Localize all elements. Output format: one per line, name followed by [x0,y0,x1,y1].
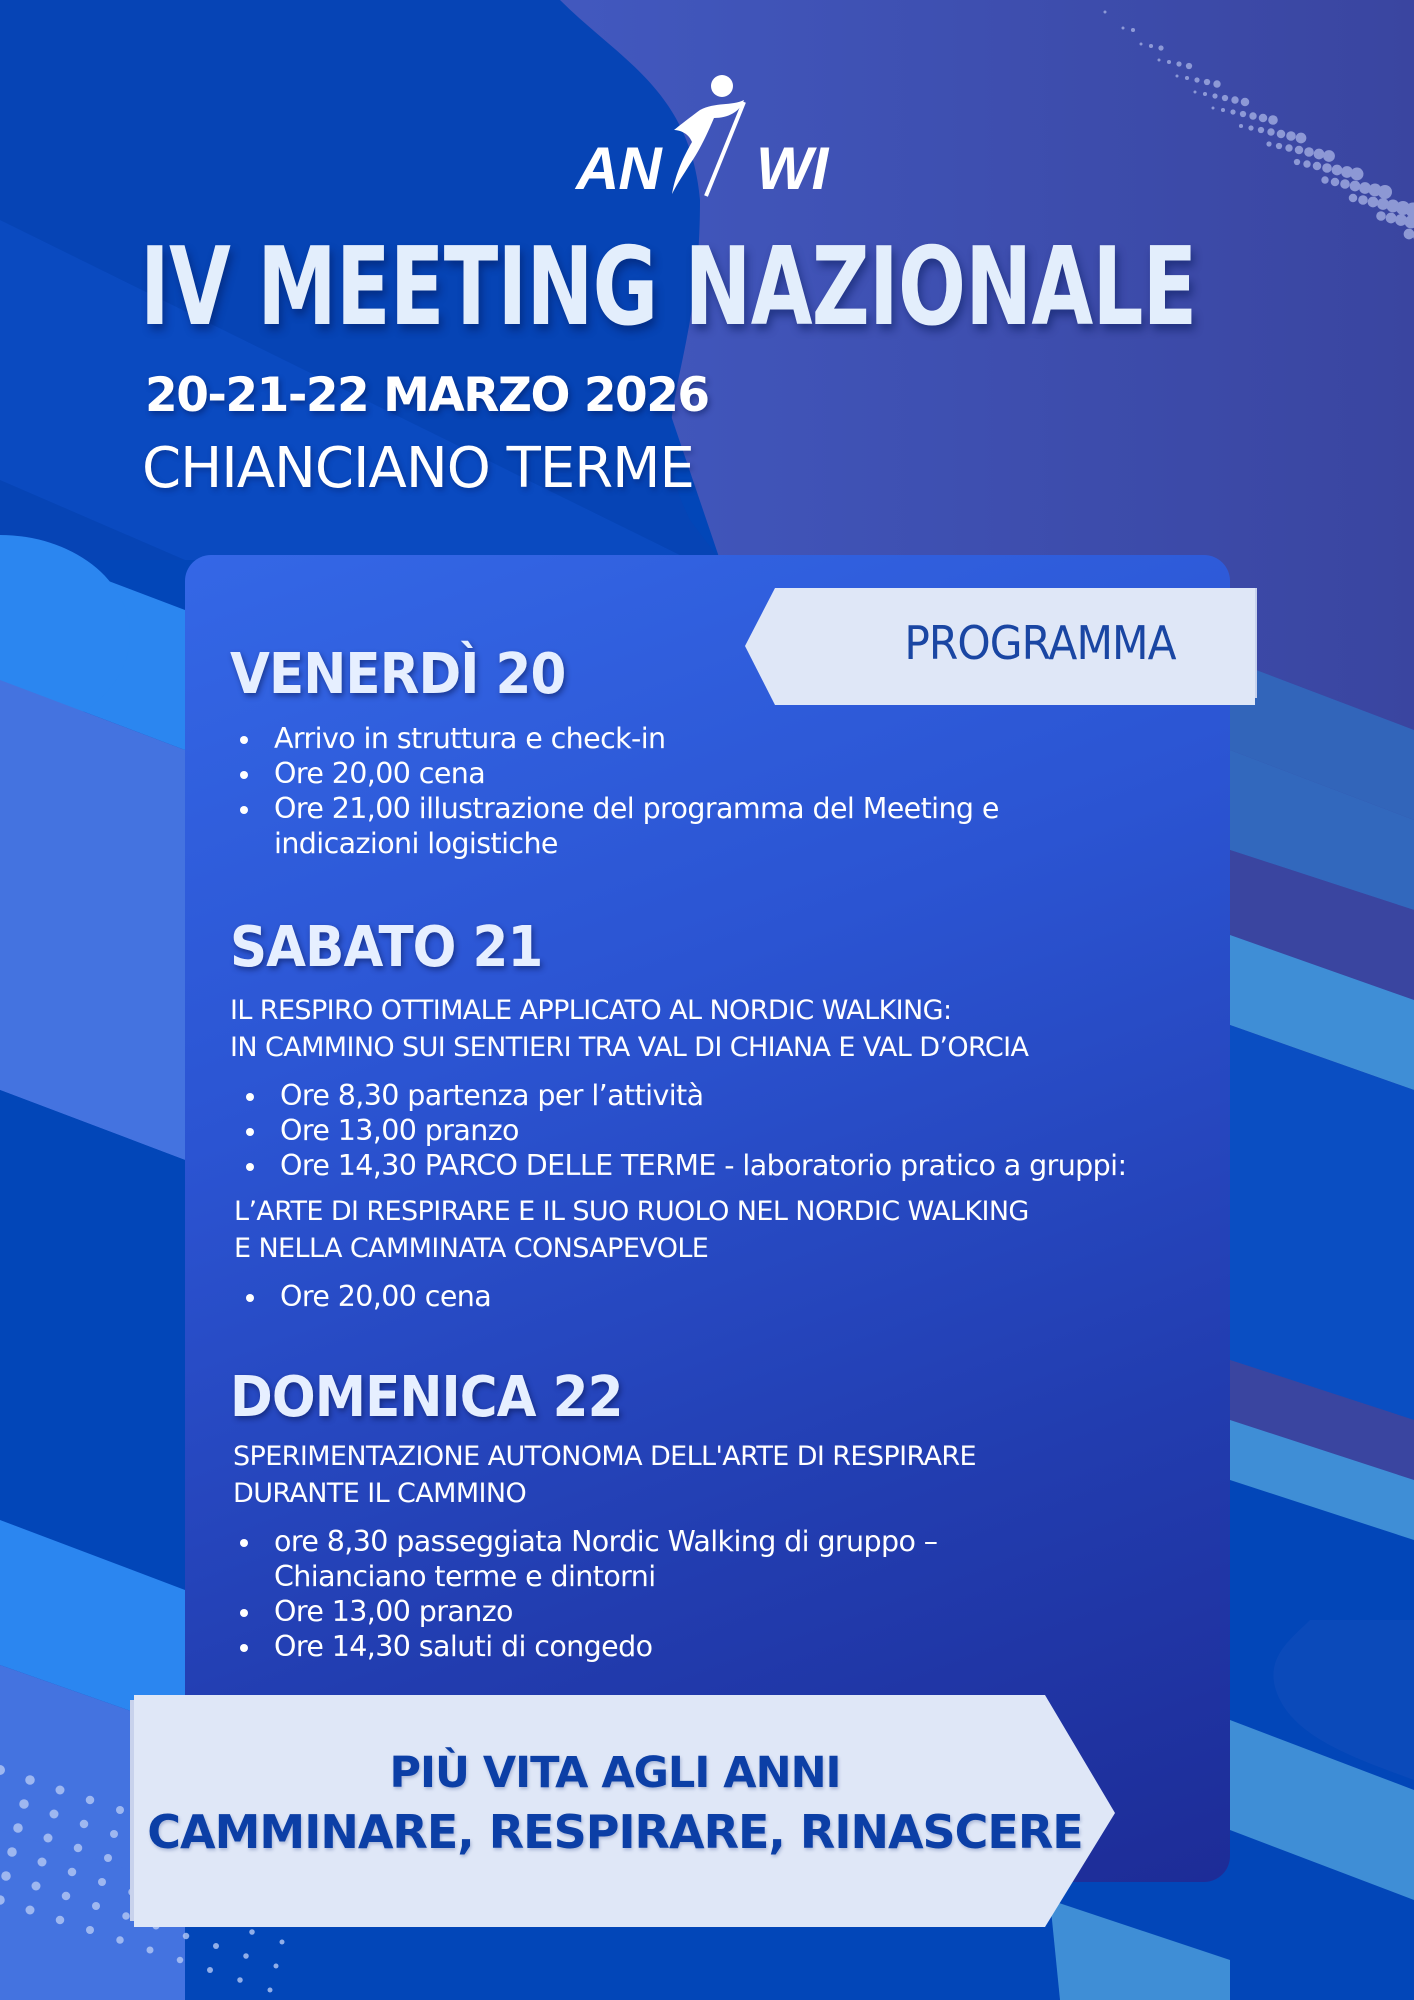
decorative-dot [1,1871,11,1881]
decorative-dot [1322,163,1332,173]
decorative-dot [1285,144,1292,151]
anwi-logo [570,72,850,202]
logo-text-left: AN [576,135,661,202]
logo-text-right: WI [756,135,828,202]
subhead-line: L’ARTE DI RESPIRARE E IL SUO RUOLO NEL NORDIC WALKING [234,1196,1029,1227]
decorative-dot [62,1892,71,1901]
decorative-dot [38,1858,47,1867]
decorative-dot [74,1844,83,1853]
decorative-dot [1314,149,1325,160]
decorative-dot [1122,27,1125,30]
decorative-dot [1268,115,1278,125]
decorative-dot [207,1967,213,1973]
subhead-line: DURANTE IL CAMMINO [233,1478,527,1509]
schedule-item: Ore 20,00 cena [232,1279,1126,1314]
decorative-dot [116,1806,124,1814]
decorative-dot [68,1868,77,1877]
decorative-dot [44,1834,53,1843]
decorative-dot [50,1810,59,1819]
decorative-dot [1212,93,1217,98]
decorative-dot [1350,181,1361,192]
schedule-item: Ore 13,00 pranzo [232,1113,1126,1148]
slogan-banner [130,1695,1120,1927]
decorative-dot [1304,147,1314,157]
schedule-item-continuation: Chianciano terme e dintorni [274,1560,656,1593]
schedule-item: Ore 20,00 cena [226,756,999,791]
decorative-dot [1294,159,1300,165]
decorative-dot [268,1988,273,1993]
day-subhead [230,992,1126,1066]
decorative-dot [249,1929,255,1935]
decorative-dot [1230,109,1235,114]
decorative-dot [1377,198,1389,210]
decorative-dot [25,1775,35,1785]
subhead-line: IN CAMMINO SUI SENTIERI TRA VAL DI CHIANA E VAL D’ORCIA [230,1032,1029,1063]
day-section-friday [230,642,999,861]
decorative-dot [1277,130,1286,139]
day-title: VENERDÌ 20 [230,642,566,707]
decorative-dot [1313,162,1322,171]
schedule-item: Ore 21,00 illustrazione del programma del Meeting e [226,791,999,826]
bg-band-right-5 [1230,1025,1414,1420]
decorative-dot [1296,133,1307,144]
decorative-dot [1167,60,1171,64]
subhead-line: E NELLA CAMMINATA CONSAPEVOLE [234,1233,709,1264]
slogan-line-2: CAMMINARE, RESPIRARE, RINASCERE [147,1805,1083,1859]
decorative-dot [1321,176,1328,183]
event-title: IV MEETING NAZIONALE [140,225,1197,350]
decorative-dot [19,1799,29,1809]
decorative-dot [1204,79,1210,85]
decorative-dot [1212,107,1215,110]
decorative-dot [243,1953,249,1959]
day-subhead [233,1438,976,1512]
decorative-dot [1158,45,1163,50]
decorative-dot [1241,98,1250,107]
decorative-dot [1340,179,1350,189]
decorative-dot [86,1926,94,1934]
decorative-dot [122,1912,130,1920]
schedule-item: Ore 14,30 PARCO DELLE TERME - laboratorio pratico a gruppi: [232,1148,1126,1183]
day-subhead [234,1193,1126,1267]
decorative-dot [274,1964,279,1969]
program-label: PROGRAMMA [904,616,1176,670]
decorative-dot [1240,111,1246,117]
decorative-dot [104,1854,112,1862]
decorative-dot [1386,213,1397,224]
decorative-dot [1404,229,1414,240]
decorative-dot [1266,141,1271,146]
decorative-dot [1249,112,1256,119]
schedule-item: Ore 8,30 partenza per l’attività [232,1078,1126,1113]
decorative-dot [56,1786,65,1795]
decorative-dot [1140,43,1143,46]
decorative-dot [1194,77,1199,82]
decorative-dot [1259,114,1268,123]
decorative-dot [1185,76,1189,80]
decorative-dot [1158,59,1161,62]
decorative-dot [1248,125,1253,130]
decorative-dot [56,1916,65,1925]
decorative-dot [237,1977,243,1983]
schedule-item: Ore 13,00 pranzo [226,1594,976,1629]
schedule-list [232,1078,1126,1183]
decorative-dot [147,1947,154,1954]
decorative-dot [1332,165,1343,176]
day-title: SABATO 21 [230,915,543,980]
decorative-dot [1376,211,1386,221]
event-dates: 20-21-22 MARZO 2026 [145,368,709,423]
slogan-line-1: PIÙ VITA AGLI ANNI [389,1748,841,1798]
bg-band-left-3 [0,680,185,1160]
schedule-item: ore 8,30 passeggiata Nordic Walking di gruppo – [226,1524,976,1559]
schedule-item: Ore 14,30 saluti di congedo [226,1629,976,1664]
decorative-dot [280,1940,285,1945]
decorative-dot [1286,131,1296,141]
decorative-dot [1239,124,1243,128]
day-section-saturday [230,915,1126,1314]
decorative-dot [1341,166,1353,178]
decorative-dot [92,1902,100,1910]
decorative-dot [1231,96,1238,103]
decorative-dot [1258,127,1264,133]
decorative-dot [1104,11,1107,14]
decorative-dot [7,1847,17,1857]
schedule-item: Arrivo in struttura e check-in [226,721,999,756]
decorative-dot [1149,44,1153,48]
decorative-dot [32,1882,41,1891]
decorative-dot [177,1957,184,1964]
decorative-dot [1131,28,1135,32]
decorative-dot [1395,214,1407,226]
subhead-line: SPERIMENTAZIONE AUTONOMA DELL'ARTE DI RESPIRARE [233,1441,977,1472]
decorative-dot [13,1823,23,1833]
decorative-dot [1222,95,1228,101]
schedule-item-continuation: indicazioni logistiche [274,827,558,860]
day-title: DOMENICA 22 [230,1365,623,1430]
decorative-dot [213,1943,219,1949]
decorative-dot [1176,75,1179,78]
decorative-dot [110,1830,118,1838]
subhead-line: IL RESPIRO OTTIMALE APPLICATO AL NORDIC WALKING: [230,995,952,1026]
decorative-dot [1176,61,1181,66]
decorative-dot [183,1933,190,1940]
schedule-list [226,721,999,861]
decorative-dot [1213,80,1220,87]
decorative-dot [1221,108,1225,112]
decorative-dot [86,1796,95,1805]
day-section-sunday [230,1365,976,1664]
decorative-dot [1194,91,1197,94]
decorative-dot [26,1906,35,1915]
schedule-list [232,1279,1126,1314]
decorative-dot [98,1878,106,1886]
decorative-dot [1303,160,1310,167]
decorative-dot [1267,128,1274,135]
decorative-dot [1349,194,1358,203]
decorative-dot [1368,197,1379,208]
decorative-dot [116,1936,124,1944]
decorative-dot [1186,63,1192,69]
decorative-dot [1359,182,1371,194]
decorative-dot [1323,150,1335,162]
decorative-dot [1358,195,1368,205]
nordic-walker-icon [670,72,760,197]
decorative-dot [1331,178,1340,187]
decorative-dot [80,1820,89,1829]
decorative-dot [1276,143,1282,149]
event-location: CHIANCIANO TERME [142,436,694,501]
decorative-dot [1203,92,1207,96]
decorative-dot [1295,146,1304,155]
schedule-list [226,1524,976,1664]
